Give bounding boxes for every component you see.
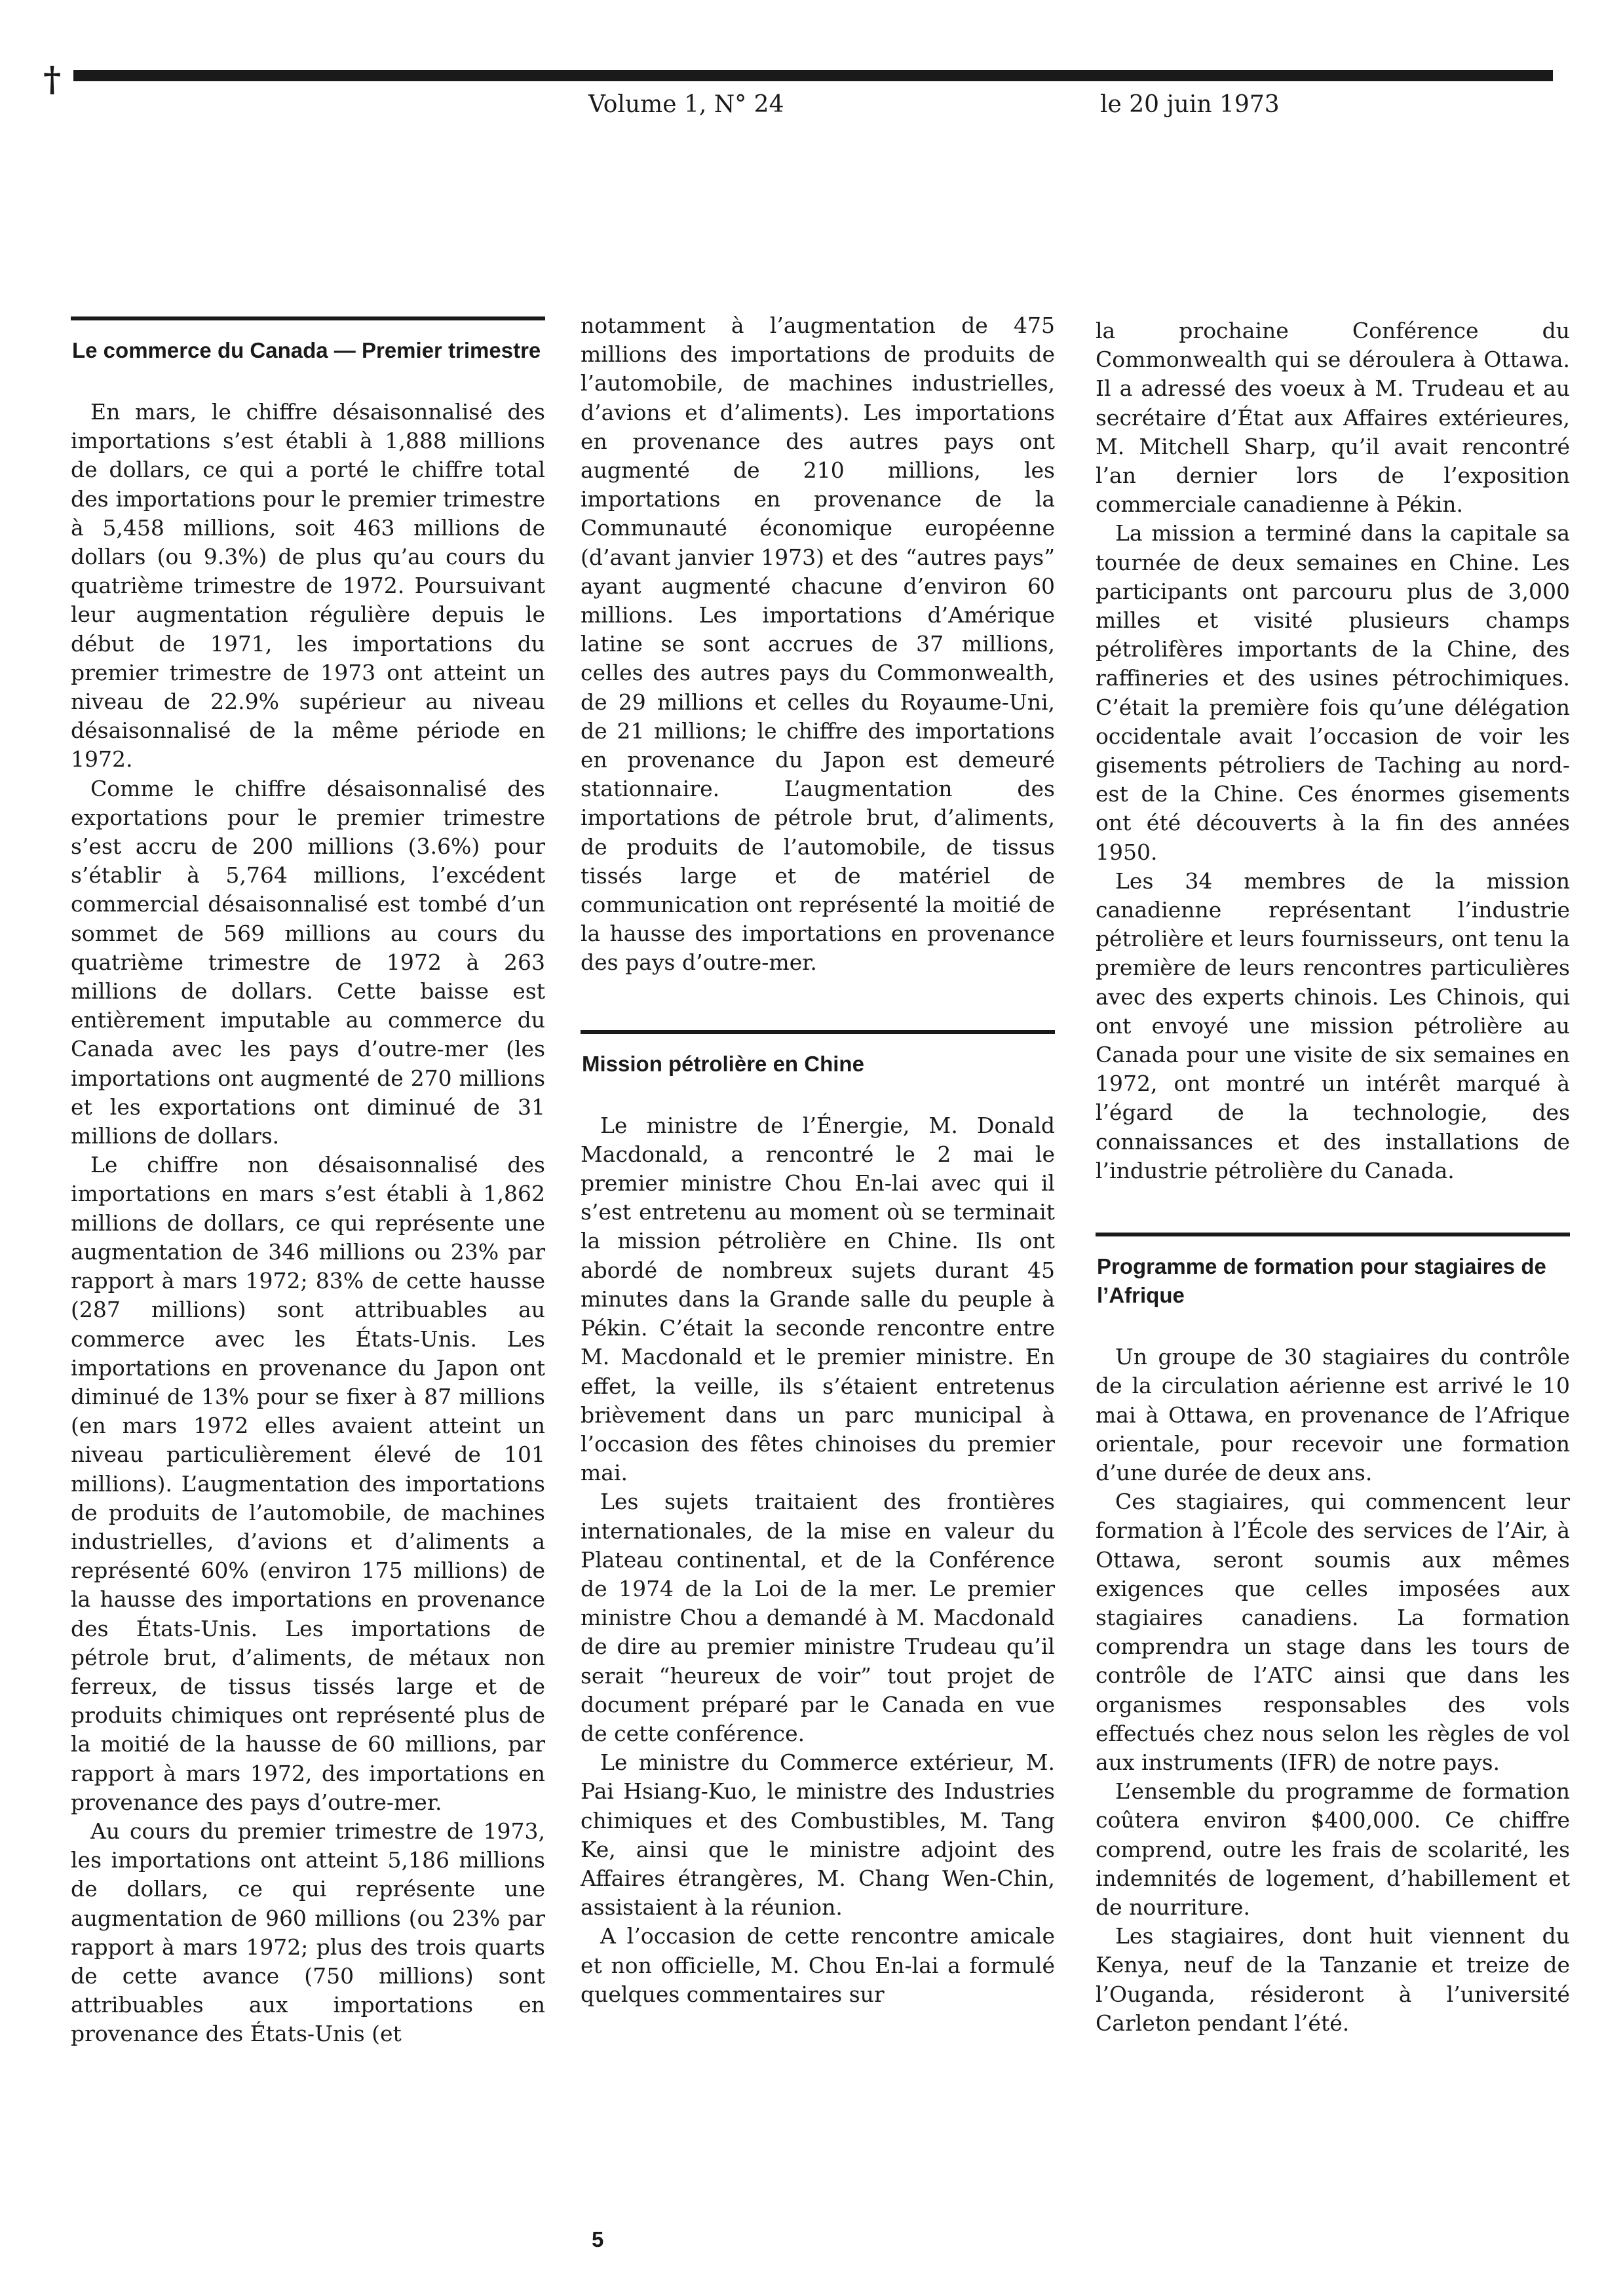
article-title-mission: Mission pétrolière en Chine	[582, 1051, 864, 1076]
masthead-rule	[73, 70, 1553, 81]
commerce-paragraph-2: Comme le chiffre désaisonnalisé des exportations pour le premier trimestre s’est accru de 200 millions (3.6%) pour s’établir à 5,764 millions, l’excédent commercial désaisonnalisé est tombé d’un sommet de 569 millions au cours du quatrième trimestre de 1972 à 263 millions de dollars. Cette baisse est entièrement imputable au commerce du Canada avec les pays d’outre-mer (les importations ont augmenté de 270 millions et les exportations ont diminué de 31 millions de dollars.	[71, 775, 545, 1149]
mission-paragraph-2: Les sujets traitaient des frontières internationales, de la mise en valeur du Plateau continental, et de la Conférence de 1974 de la Loi de la mer. Le premier ministre Chou a demandé à M. Macdonald de dire au premier ministre Trudeau qu’il serait “heureux de voir” tout projet de document préparé par le Canada en vue de cette conférence.	[581, 1489, 1055, 1746]
column-1	[71, 316, 545, 2049]
commerce-paragraph-4: Au cours du premier trimestre de 1973, les importations ont atteint 5,186 millions de dollars, ce qui représente une augmentation de 960 millions (ou 23% par rapport à mars 1972; plus des trois quarts de cette avance (750 millions) sont attribuables aux importations en provenance des États-Unis (et	[71, 1818, 545, 2047]
mission-paragraph-4: A l’occasion de cette rencontre amicale et non officielle, M. Chou En-lai a formulé quelques commentaires sur	[581, 1923, 1055, 2007]
article-title-commerce: Le commerce du Canada — Premier trimestre	[72, 338, 541, 362]
column-3	[1096, 316, 1570, 2038]
article-title-programme: Programme de formation pour stagiaires de l’Afrique	[1097, 1254, 1546, 1308]
scan-mark: †	[43, 60, 62, 100]
programme-paragraph-1: Un groupe de 30 stagiaires du contrôle de la circulation aérienne est arrivé le 10 mai à Ottawa, en provenance de l’Afrique orientale, pour recevoir une formation d’une durée de deux ans.	[1096, 1344, 1570, 1485]
commerce-paragraph-5: notamment à l’augmentation de 475 millions des importations de produits de l’automobile, de machines industrielles, d’avions et d’aliments). Les importations en provenance des autres pays ont augmenté de 210 millions, les importations en provenance de la Communauté économique européenne (d’avant janvier 1973) et des “autres pays” ayant augmenté chacune d’environ 60 millions. Les importations d’Amérique latine se sont accrues de 37 millions, celles des autres pays du Commonwealth, de 29 millions et celles du Royaume-Uni, de 21 millions; le chiffre des importations en provenance du Japon est demeuré stationnaire. L’augmentation des importations de pétrole brut, d’aliments, de produits de l’automobile, de tissus tissés large et de matériel de communication ont représenté la moitié de la hausse des importations en provenance des pays d’outre-mer.	[581, 313, 1055, 976]
programme-paragraph-3: L’ensemble du programme de formation coûtera environ $400,000. Ce chiffre comprend, outre les frais de scolarité, les indemnités de logement, d’habillement et de nourriture.	[1096, 1778, 1570, 1920]
issue-volume: Volume 1, N° 24	[588, 91, 784, 118]
article-rule	[1096, 1233, 1570, 1236]
issue-date: le 20 juin 1973	[1100, 91, 1280, 118]
article-rule	[581, 1030, 1055, 1034]
mission-paragraph-7: Les 34 membres de la mission canadienne représentant l’industrie pétrolière et leurs fournisseurs, ont tenu la première de leurs rencontres particulières avec des experts chinois. Les Chinois, qui ont envoyé une mission pétrolière au Canada pour une visite de six semaines en 1972, ont montré un intérêt marqué à l’égard de la technologie, des connaissances et des installations de l’industrie pétrolière du Canada.	[1096, 868, 1570, 1183]
mission-paragraph-6: La mission a terminé dans la capitale sa tournée de deux semaines en Chine. Les participants ont parcouru plus de 3,000 milles et visité plusieurs champs pétrolifères importants de la Chine, des raffineries et des usines pétrochimiques. C’était la première fois qu’une délégation occidentale avait l’occasion de voir les gisements pétroliers de Taching au nord-est de la Chine. Ces énormes gisements ont été découverts à la fin des années 1950.	[1096, 520, 1570, 865]
programme-paragraph-4: Les stagiaires, dont huit viennent du Kenya, neuf de la Tanzanie et treize de l’Ouganda, résideront à l’université Carleton pendant l’été.	[1096, 1923, 1570, 2036]
mission-paragraph-1: Le ministre de l’Énergie, M. Donald Macdonald, a rencontré le 2 mai le premier ministre Chou En-lai avec qui il s’est entretenu au moment où se terminait la mission pétrolière en Chine. Ils ont abordé de nombreux sujets durant 45 minutes dans la Grande salle du peuple à Pékin. C’était la seconde rencontre entre M. Macdonald et le premier ministre. En effet, la veille, ils s’étaient entretenus brièvement dans un parc municipal à l’occasion des fêtes chinoises du premier mai.	[581, 1112, 1055, 1486]
commerce-paragraph-1: En mars, le chiffre désaisonnalisé des importations s’est établi à 1,888 millions de dollars, ce qui a porté le chiffre total des importations pour le premier trimestre à 5,458 millions, soit 463 millions de dollars (ou 9.3%) de plus qu’au cours du quatrième trimestre de 1972. Poursuivant leur augmentation régulière depuis le début de 1971, les importations du premier trimestre de 1973 ont atteint un niveau de 22.9% supérieur au niveau désaisonnalisé de la même période en 1972.	[71, 399, 545, 773]
article-rule	[71, 316, 545, 320]
column-2	[581, 313, 1055, 2009]
mission-paragraph-3: Le ministre du Commerce extérieur, M. Pai Hsiang-Kuo, le ministre des Industries chimiques et des Combustibles, M. Tang Ke, ainsi que le ministre adjoint des Affaires étrangères, M. Chang Wen-Chin, assistaient à la réunion.	[581, 1750, 1055, 1921]
commerce-paragraph-3: Le chiffre non désaisonnalisé des importations en mars s’est établi à 1,862 millions de dollars, ce qui représente une augmentation de 346 millions ou 23% par rapport à mars 1972; 83% de cette hausse (287 millions) sont attribuables au commerce avec les États-Unis. Les importations en provenance du Japon ont diminué de 13% pour se fixer à 87 millions (en mars 1972 elles avaient atteint un niveau particulièrement élevé de 101 millions). L’augmentation des importations de produits de l’automobile, de machines industrielles, d’avions et d’aliments a représenté 60% (environ 175 millions) de la hausse des importations en provenance des États-Unis. Les importations de pétrole brut, d’aliments, de métaux non ferreux, de tissus tissés large et de produits chimiques ont représenté plus de la moitié de la hausse de 60 millions, par rapport à mars 1972, des importations en provenance des pays d’outre-mer.	[71, 1152, 545, 1815]
programme-paragraph-2: Ces stagiaires, qui commencent leur formation à l’École des services de l’Air, à Ottawa, seront soumis aux mêmes exigences que celles imposées aux stagiaires canadiens. La formation comprendra un stage dans les tours de contrôle de l’ATC ainsi que dans les organismes responsables des vols effectués chez nous selon les règles de vol aux instruments (IFR) de notre pays.	[1096, 1489, 1570, 1775]
mission-paragraph-5: la prochaine Conférence du Commonwealth qui se déroulera à Ottawa. Il a adressé des voeux à M. Trudeau et au secrétaire d’État aux Affaires extérieures, M. Mitchell Sharp, qu’il avait rencontré l’an dernier lors de l’exposition commerciale canadienne à Pékin.	[1096, 318, 1570, 518]
page-number: 5	[592, 2227, 604, 2251]
